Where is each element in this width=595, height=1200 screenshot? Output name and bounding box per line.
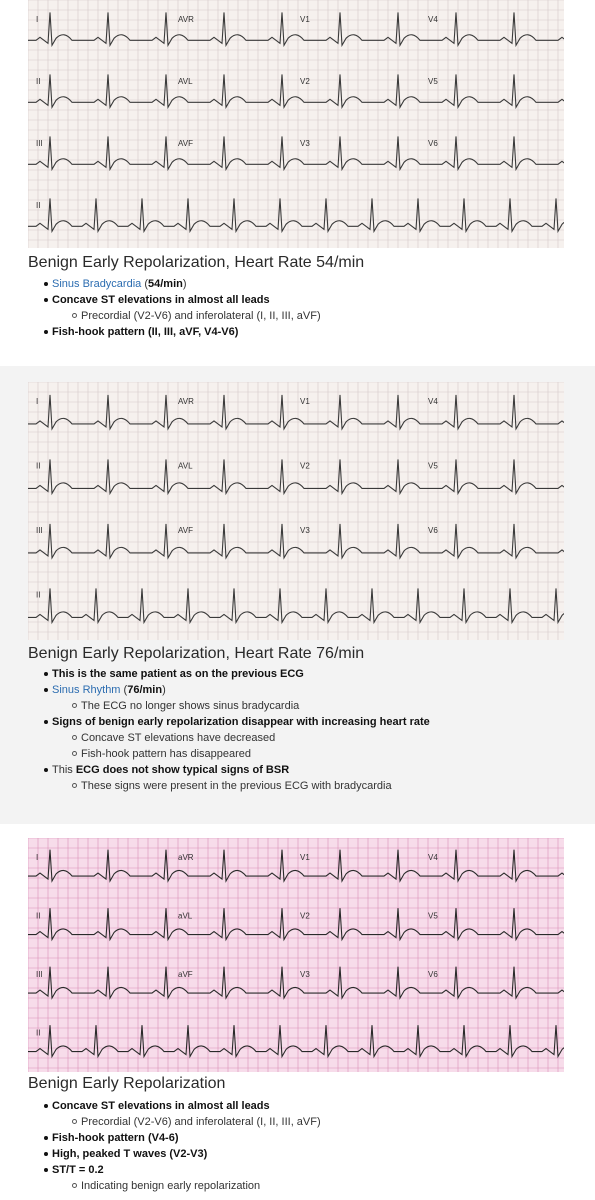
ecg-lead-label: aVF: [178, 970, 193, 979]
ecg-lead-label: V1: [300, 15, 310, 24]
ecg-lead-label: V4: [428, 853, 438, 862]
sub-list-item: Concave ST elevations have decreased: [28, 730, 430, 746]
ecg-lead-label: II: [36, 590, 41, 600]
ecg-lead-label: II: [36, 1028, 41, 1038]
ecg-lead-label: V2: [300, 911, 310, 921]
ecg-image-2: [28, 382, 564, 640]
list-item: This ECG does not show typical signs of BSR: [28, 762, 430, 778]
list-item: Sinus Bradycardia (54/min): [28, 276, 321, 292]
ecg-lead-label: II: [36, 911, 41, 921]
sub-list-item: Indicating benign early repolarization: [28, 1178, 321, 1194]
ecg-image-3: [28, 838, 564, 1072]
ecg-image-1: [28, 0, 564, 248]
list-item: Concave ST elevations in almost all leads: [28, 1098, 321, 1114]
ecg-lead-label: AVL: [178, 77, 193, 86]
figure-caption: Benign Early Repolarization: [28, 1075, 226, 1092]
ecg-lead-label: V2: [300, 77, 310, 86]
ecg-lead-label: V5: [428, 77, 438, 86]
list-item: Signs of benign early repolarization disappear with increasing heart rate: [28, 714, 430, 730]
ecg-lead-label: AVR: [178, 397, 194, 406]
ecg-strip-2: [28, 382, 564, 640]
list-item: Fish-hook pattern (II, III, aVF, V4-V6): [28, 324, 321, 340]
ecg-lead-label: V5: [428, 911, 438, 921]
ecg-section-3: [0, 826, 595, 1200]
ecg-lead-label: III: [36, 526, 43, 535]
ecg-lead-label: I: [36, 853, 39, 862]
list-item: This is the same patient as on the previous ECG: [28, 666, 430, 682]
list-item: Concave ST elevations in almost all leads: [28, 292, 321, 308]
findings-list: [28, 1098, 321, 1194]
ecg-lead-label: aVR: [178, 853, 194, 862]
ecg-lead-label: II: [36, 461, 41, 471]
ecg-lead-label: III: [36, 970, 43, 979]
list-item: Sinus Rhythm (76/min): [28, 682, 430, 698]
ecg-strip-3: [28, 838, 564, 1072]
list-item: High, peaked T waves (V2-V3): [28, 1146, 321, 1162]
rhythm-link[interactable]: Sinus Rhythm: [52, 684, 121, 696]
ecg-lead-label: V5: [428, 461, 438, 471]
ecg-section-2: [0, 366, 595, 824]
rhythm-link[interactable]: Sinus Bradycardia: [52, 278, 142, 290]
ecg-lead-label: V6: [428, 139, 438, 148]
ecg-lead-label: V4: [428, 397, 438, 406]
ecg-lead-label: V3: [300, 970, 310, 979]
sub-list-item: Fish-hook pattern has disappeared: [28, 746, 430, 762]
ecg-lead-label: AVF: [178, 139, 193, 148]
ecg-lead-label: I: [36, 15, 39, 24]
sub-list-item: Precordial (V2-V6) and inferolateral (I, II, III, aVF): [28, 308, 321, 324]
ecg-lead-label: III: [36, 139, 43, 148]
ecg-lead-label: V4: [428, 15, 438, 24]
ecg-lead-label: V6: [428, 526, 438, 535]
ecg-lead-label: V1: [300, 397, 310, 406]
ecg-lead-label: aVL: [178, 911, 193, 921]
sub-list-item: Precordial (V2-V6) and inferolateral (I, II, III, aVF): [28, 1114, 321, 1130]
sub-list-item: These signs were present in the previous ECG with bradycardia: [28, 778, 430, 794]
figure-caption: Benign Early Repolarization, Heart Rate 76/min: [28, 645, 365, 662]
list-item: ST/T = 0.2: [28, 1162, 321, 1178]
ecg-section-1: [0, 0, 595, 362]
ecg-lead-label: V6: [428, 970, 438, 979]
ecg-lead-label: AVL: [178, 461, 193, 471]
ecg-lead-label: V1: [300, 853, 310, 862]
findings-list: [28, 276, 321, 340]
ecg-lead-label: II: [36, 201, 41, 210]
ecg-lead-label: AVF: [178, 526, 193, 535]
ecg-lead-label: V3: [300, 139, 310, 148]
ecg-lead-label: I: [36, 397, 39, 406]
figure-caption: Benign Early Repolarization, Heart Rate 54/min: [28, 254, 365, 271]
ecg-lead-label: V3: [300, 526, 310, 535]
findings-list: [28, 666, 430, 794]
ecg-lead-label: V2: [300, 461, 310, 471]
sub-list-item: The ECG no longer shows sinus bradycardia: [28, 698, 430, 714]
ecg-strip-1: [28, 0, 564, 248]
ecg-lead-label: II: [36, 77, 41, 86]
ecg-lead-label: AVR: [178, 15, 194, 24]
list-item: Fish-hook pattern (V4-6): [28, 1130, 321, 1146]
